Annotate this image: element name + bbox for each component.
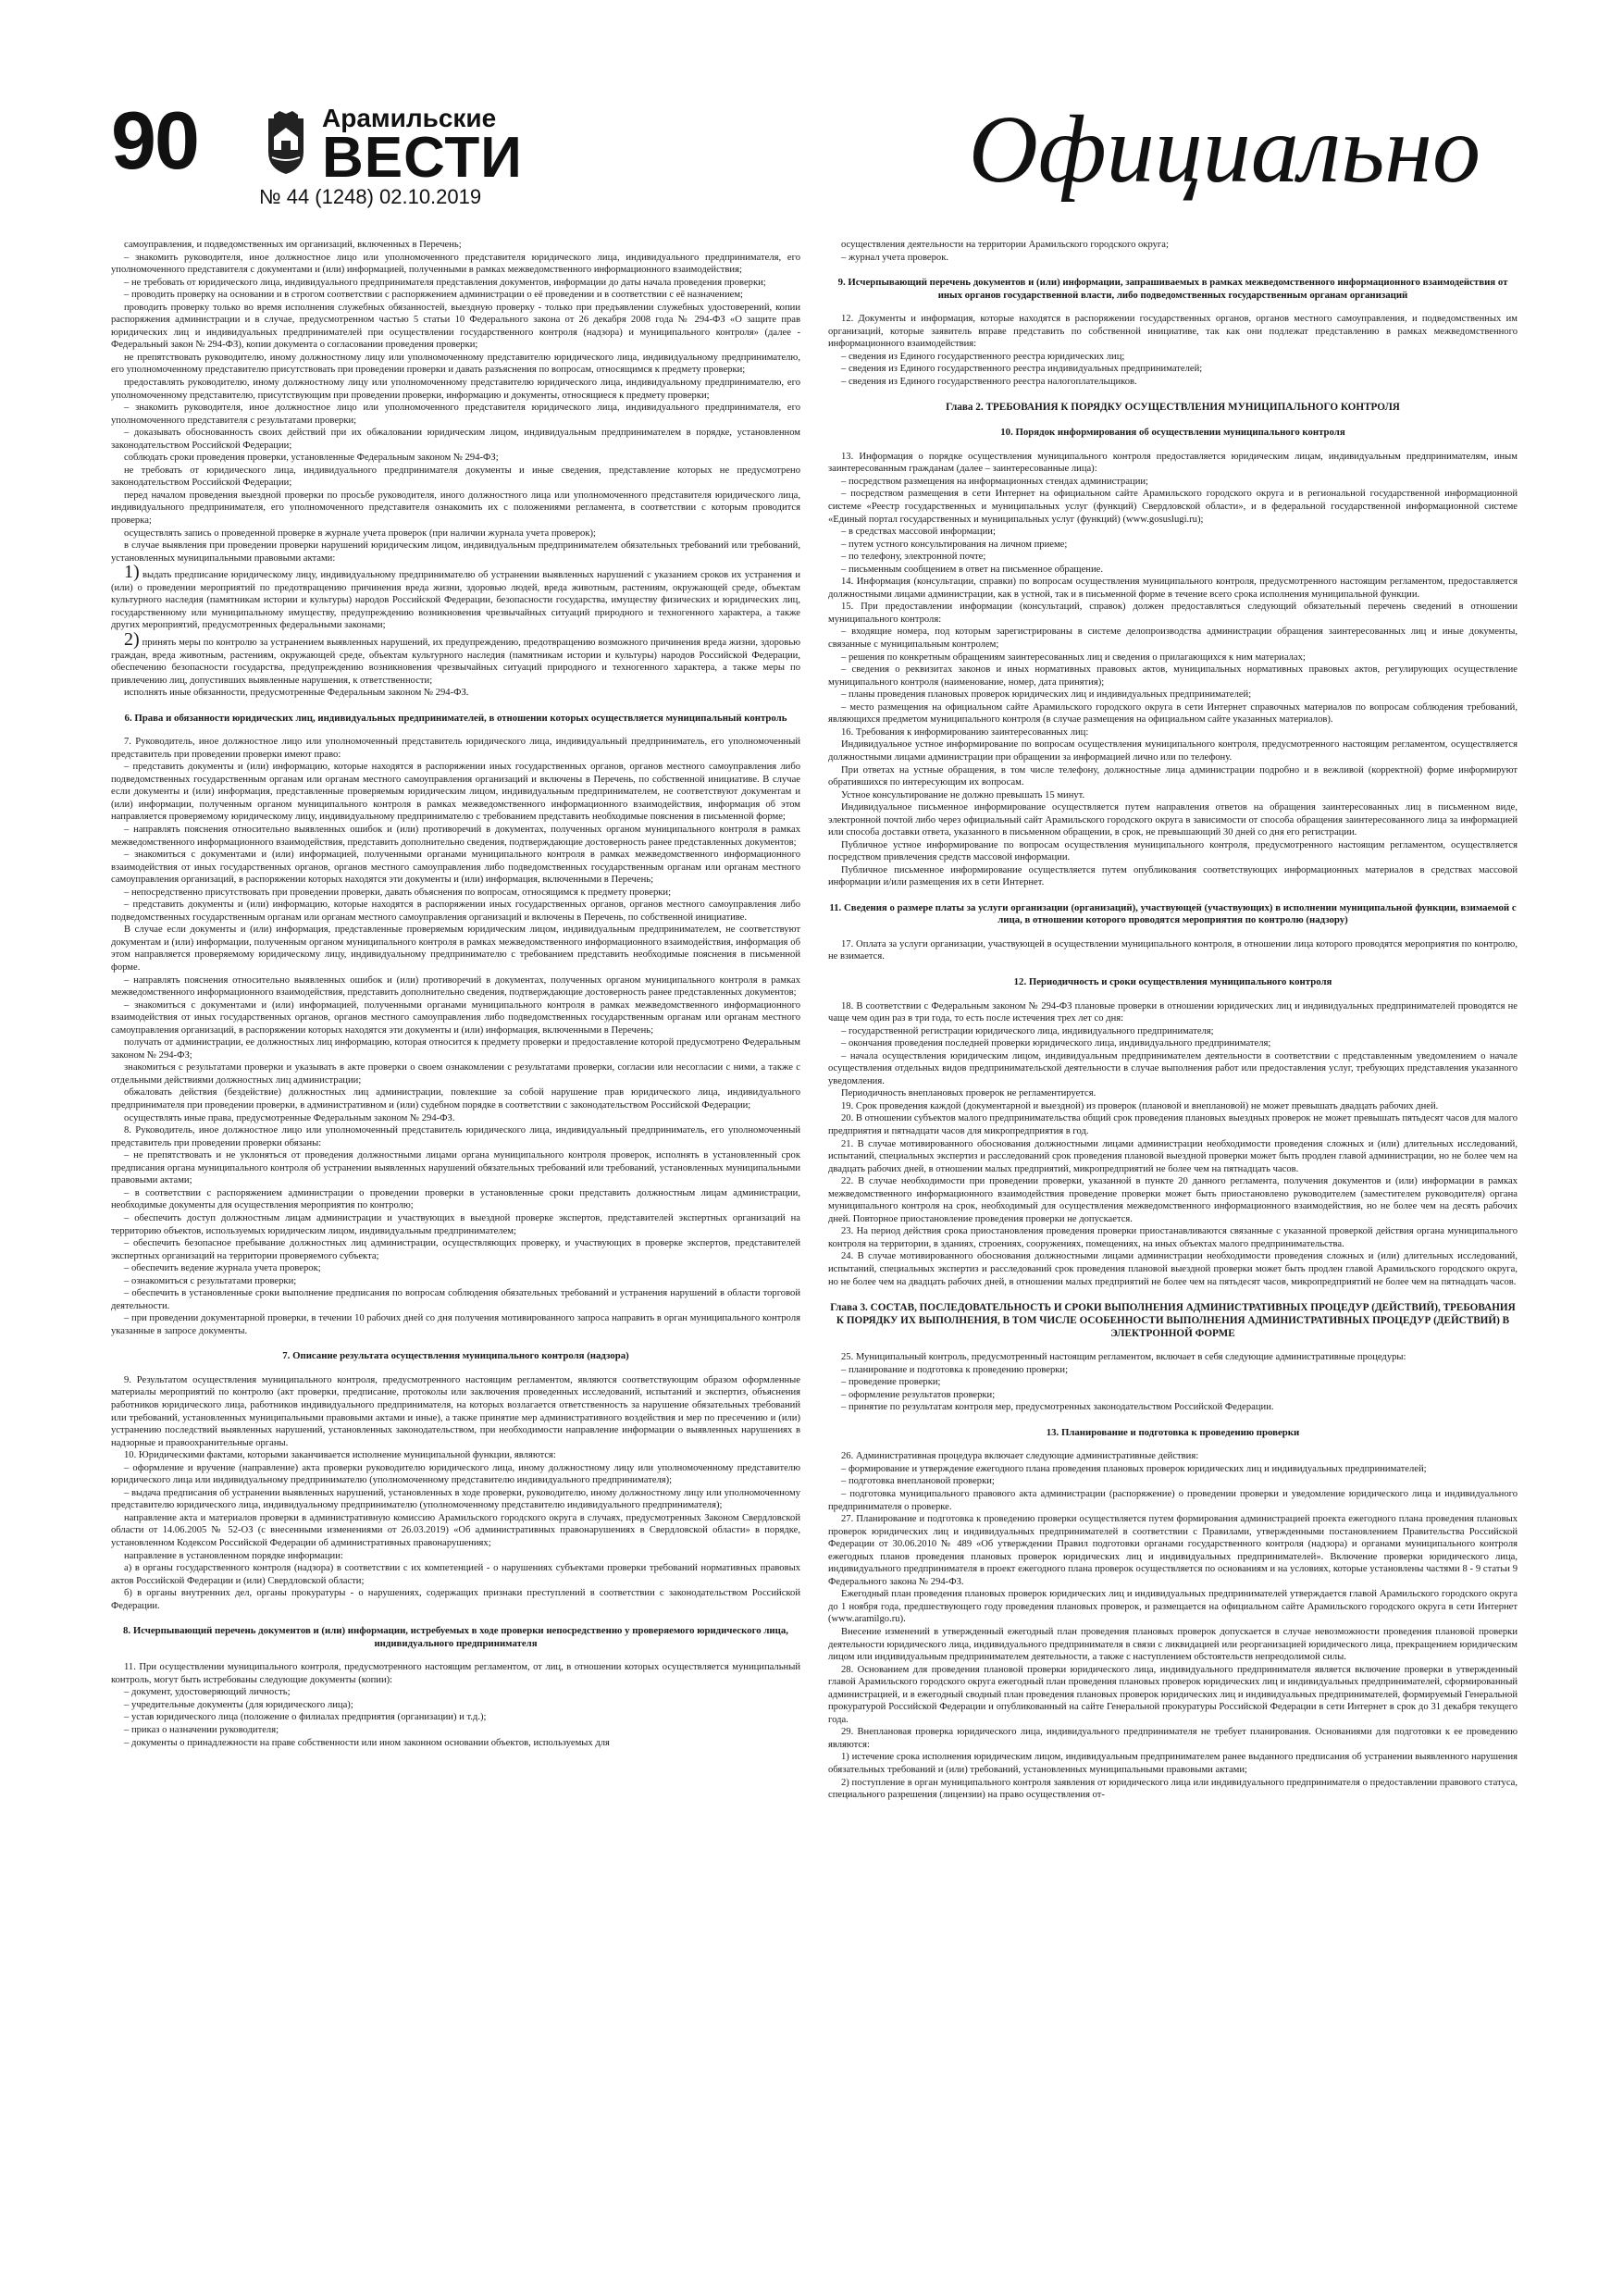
coat-of-arms-icon xyxy=(261,109,311,176)
paragraph: – обеспечить в установленные сроки выполнение предписания по вопросам соблюдения обязательных требований и устранения нарушений в области торговой деятельности. xyxy=(111,1288,800,1311)
paragraph: – непосредственно присутствовать при проведении проверки, давать объяснения по вопросам, относящимся к предмету проверки; xyxy=(124,887,672,898)
paragraph: 19. Срок проведения каждой (документарной и выездной) из проверок (плановой и внеплановой) не может превышать двадцать рабочих дней. xyxy=(841,1100,1439,1111)
paragraph: б) в органы внутренних дел, органы прокуратуры - о нарушениях, содержащих признаки преступлений в соответствии с законодательством Российской Федерации. xyxy=(111,1588,800,1611)
paragraph: соблюдать сроки проведения проверки, установленные Федеральным законом № 294-ФЗ; xyxy=(124,453,499,464)
paragraph: Внесение изменений в утвержденный ежегодный план проведения плановых проверок допускается в случае невозможности проведения плановой проверки деятельности юридического лица, индивидуального предпринимателя в связи с ликвидацией или реорганизацией юридического лица, прекращением юридическим лицом или индивидуальным предпринимателем деятельности, а также с наступлением обстоятельств непреодолимой силы. xyxy=(828,1626,1518,1663)
paragraph: 14. Информация (консультации, справки) по вопросам осуществления муниципального контроля, предусмотренного настоящим регламентом, предоставляется должностными лицами администрации, как в устной, так и в письменной форме в течение всего срока исполнения муниципальной функции. xyxy=(828,577,1518,600)
paragraph: – сведения из Единого государственного реестра индивидуальных предпринимателей; xyxy=(841,364,1203,375)
paragraph: При ответах на устные обращения, в том числе телефону, должностные лица администрации подробно и в вежливой (корректной) форме информируют обратившихся по интересующим их вопросам. xyxy=(828,764,1518,788)
paragraph: – посредством размещения на информационных стендах администрации; xyxy=(841,476,1148,487)
paragraph: – обеспечить ведение журнала учета проверок; xyxy=(124,1263,321,1274)
paragraph: Публичное письменное информирование осуществляется путем опубликования соответствующих информационных материалов в средствах массовой информации и/или размещения их в сети Интернет. xyxy=(828,864,1518,888)
paragraph: 22. В случае необходимости при проведении проверки, указанной в пункте 20 данного регламента, получения документов и (или) информации в рамках межведомственного информационного взаимодействия проведение проверки может быть приостановлено руководителем (заместителем руководителя) органа муниципального контроля на срок, необходимый для осуществления межведомственного информационного взаимодействия, но не более чем на десять рабочих дней. Повторное приостановление проведения проверки не допускается. xyxy=(828,1176,1518,1224)
issue-info: № 44 (1248) 02.10.2019 xyxy=(259,185,482,208)
paragraph: проводить проверку только во время исполнения служебных обязанностей, выездную проверку - только при предъявлении служебных удостоверений, копии распоряжения администрации и в случае, предусмотренном частью 5 статьи 10 Федерального закона от 26 декабря 2008 года № 294-ФЗ «О защите прав юридических лиц и индивидуальных предпринимателей при осуществлении государственного контроля (надзора) и муниципального контроля» (далее - Федеральный закон № 294-ФЗ), копии документа о согласовании проведения проверки; xyxy=(111,302,800,351)
paragraph: – формирование и утверждение ежегодного плана проведения плановых проверок юридических лиц и индивидуальных предпринимателей; xyxy=(841,1463,1427,1474)
paragraph: осуществлять иные права, предусмотренные Федеральным законом № 294-ФЗ. xyxy=(124,1112,455,1123)
paragraph: – в средствах массовой информации; xyxy=(841,527,996,538)
paragraph: 7. Руководитель, иное должностное лицо или уполномоченный представитель юридического лица, индивидуальный предприниматель, его уполномоченный представитель при проведении проверки имеют право: xyxy=(111,737,800,760)
item-number: 2) xyxy=(124,628,140,650)
paragraph: 21. В случае мотивированного обоснования должностными лицами администрации необходимости проведения сложных и (или) длительных исследований, испытаний, специальных экспертиз и расследований срок проведения плановой выездной проверки может быть продлен главой администрации, но не более чем на двадцать рабочих дней, в отношении малых предприятий, микропредприятий не более чем на пятнадцать часов. xyxy=(828,1138,1518,1174)
paragraph: направление акта и материалов проверки в административную комиссию Арамильского городского округа в случаях, предусмотренных Законом Свердловской области от 14.06.2005 № 52-ОЗ (с внесенными изменениями от 26.03.2019) «Об административных правонарушениях в Свердловской области» в порядке, установленном Кодексом Российской Федерации об административных правонарушениях; xyxy=(111,1512,800,1549)
item-number: 1) xyxy=(124,562,140,583)
paragraph: В случае если документы и (или) информация, представленные проверяемым юридическим лицом, индивидуальным предпринимателем, не соответствуют документам и (или) информации, полученным органом муниципального контроля в рамках межведомственного информационного взаимодействия, информация об этом направляется проверяемому юридическому лицу, индивидуальному предпринимателю с требованием представить необходимые пояснения в письменной форме. xyxy=(111,925,800,974)
paragraph: – при проведении документарной проверки, в течении 10 рабочих дней со дня получения мотивированного запроса направить в орган муниципального контроля указанные в запросе документы. xyxy=(111,1313,800,1336)
paragraph: 1) истечение срока исполнения юридическим лицом, индивидуальным предпринимателем ранее выданного предписания об устранении выявленного нарушения обязательных требований и (или) требований, установленных муниципальными правовыми актами; xyxy=(828,1752,1518,1775)
section-heading: 6. Права и обязанности юридических лиц, индивидуальных предпринимателей, в отношении которых осуществляется муниципальный контроль xyxy=(124,712,787,724)
paragraph: – выдача предписания об устранении выявленных нарушений, установленных в ходе проверки, руководителю, иному должностному лицу или уполномоченному представителю юридического лица, индивидуальному предпринимателю (уполномоченному представителю индивидуального предпринимателя); xyxy=(111,1487,800,1511)
paragraph: – не требовать от юридического лица, индивидуального предпринимателя представления документов, информации до даты начала проведения проверки; xyxy=(124,277,766,288)
paragraph: 27. Планирование и подготовка к проведению проверки осуществляется путем формирования администрацией проекта ежегодного плана проведения плановых проверок юридических лиц и индивидуальных предпринимателей в соответствии с Правилами, утвержденными постановлением Правительства Российской Федерации от 30.06.2010 № 489 «Об утверждении Правил подготовки органами государственного контроля (надзора) и органами муниципального контроля ежегодных планов проведения плановых проверок юридических лиц и индивидуальных предпринимателей». Включение проверки юридического лица, индивидуального предпринимателя в проект ежегодного плана проверок осуществляется по основаниям и на условиях, которые установлены частями 8 - 9 статьи 9 Федерального закона № 294-ФЗ. xyxy=(828,1514,1518,1587)
left-column xyxy=(111,239,800,2228)
paragraph: направление в установленном порядке информации: xyxy=(124,1550,343,1561)
section-heading: 10. Порядок информирования об осуществлении муниципального контроля xyxy=(1000,427,1345,439)
paragraph: – приказ о назначении руководителя; xyxy=(124,1725,279,1735)
section-heading: Глава 3. СОСТАВ, ПОСЛЕДОВАТЕЛЬНОСТЬ И СРОКИ ВЫПОЛНЕНИЯ АДМИНИСТРАТИВНЫХ ПРОЦЕДУР (ДЕЙСТВИЙ), ТРЕБОВАНИЯ К ПОРЯДКУ ИХ ВЫПОЛНЕНИЯ, В ТОМ ЧИСЛЕ ОСОБЕННОСТИ ВЫПОЛНЕНИЯ АДМИНИСТРАТИВНЫХ ПРОЦЕДУР (ДЕЙСТВИЙ) В ЭЛЕКТРОННОЙ ФОРМЕ xyxy=(830,1302,1516,1340)
paragraph: 25. Муниципальный контроль, предусмотренный настоящим регламентом, включает в себя следующие административные процедуры: xyxy=(841,1352,1406,1363)
section-heading: 8. Исчерпывающий перечень документов и (или) информации, истребуемых в ходе проверки непосредственно у проверяемого юридического лица, индивидуального предпринимателя xyxy=(123,1625,788,1649)
paragraph: – посредством размещения в сети Интернет на официальном сайте Арамильского городского округа и в региональной государственной информационной системе «Реестр государственных и муниципальных услуг (функций) Свердловской области», и в федеральной государственной информационной системе «Единый портал государственных и муниципальных услуг (функций) (www.gosuslugi.ru); xyxy=(828,489,1518,525)
paragraph: – начала осуществления юридическим лицом, индивидуальным предпринимателем деятельности в соответствии с представленным уведомлением о начале осуществления отдельных видов предпринимательской деятельности в случае выполнения работ или предоставления услуг, требующих представления указанного уведомления. xyxy=(828,1050,1518,1086)
numbered-paragraph xyxy=(111,628,800,687)
paragraph: 13. Информация о порядке осуществления муниципального контроля предоставляется юридическим лицам, индивидуальным предпринимателям, иным заинтересованным гражданам (далее – заинтересованные лица): xyxy=(828,451,1518,475)
paragraph: – документы о принадлежности на праве собственности или ином законном основании объектов, используемых для xyxy=(124,1737,610,1748)
paragraph: обжаловать действия (бездействие) должностных лиц администрации, повлекшие за собой нарушение прав юридического лица, индивидуального предпринимателя при проведении проверки, в административном и (или) судебном порядке в соответствии с законодательством Российской Федерации; xyxy=(111,1087,800,1111)
paragraph: – доказывать обоснованность своих действий при их обжаловании юридическим лицом, индивидуальным предпринимателем в порядке, установленном законодательством Российской Федерации; xyxy=(111,428,800,451)
paragraph: – по телефону, электронной почте; xyxy=(841,552,986,563)
paragraph: – решения по конкретным обращениям заинтересованных лиц и сведения о прилагающихся к ним материалах; xyxy=(841,652,1306,663)
paragraph: – знакомиться с документами и (или) информацией, полученными органами муниципального контроля в рамках межведомственного информационного взаимодействия от иных государственных органов, органов местного самоуправления либо подведомственных государственным органам или органам местного самоуправления организаций, в распоряжении которых находятся эти документы и (или) информация, включенными в Перечень; xyxy=(111,999,800,1036)
paragraph: – оформление результатов проверки; xyxy=(841,1389,996,1400)
article-body xyxy=(111,239,1518,2228)
paragraph: 12. Документы и информация, которые находятся в распоряжении государственных органов, органов местного самоуправления, и подведомственных им организаций, которые заявитель вправе представить по собственной инициативе, так как они подлежат представлению в рамках межведомственного информационного взаимодействия: xyxy=(828,314,1518,350)
paragraph: – знакомить руководителя, иное должностное лицо или уполномоченного представителя юридического лица, индивидуального предпринимателя, его уполномоченного представителя с результатами проверки; xyxy=(111,403,800,426)
paragraph: – знакомиться с документами и (или) информацией, полученными органами муниципального контроля в рамках межведомственного информационного взаимодействия от иных государственных органов, органов местного самоуправления либо подведомственных государственным органам или органам местного самоуправления организаций, в распоряжении которых находятся эти документы и (или) информация, включенными в Перечень; xyxy=(111,850,800,886)
logo-title: ВЕСТИ xyxy=(322,126,523,190)
page-number: 90 xyxy=(111,94,198,186)
paragraph: 20. В отношении субъектов малого предпринимательства общий срок проведения плановых выездных проверок не может превышать пятьдесят часов для малого предприятия и пятнадцати часов для микропредприятия в год. xyxy=(828,1113,1518,1136)
paragraph: Индивидуальное устное информирование по вопросам осуществления муниципального контроля, предусмотренного настоящим регламентом, осуществляется должностными лицами администрации при обращении за информацией лично или по телефону. xyxy=(828,739,1518,763)
paragraph: Публичное устное информирование по вопросам осуществления муниципального контроля, предусмотренного настоящим регламентом, осуществляется посредством привлечения средств массовой информации. xyxy=(828,839,1518,863)
paragraph: Индивидуальное письменное информирование осуществляется путем направления ответов на обращения заинтересованных лиц в письменном виде, электронной почтой либо через официальный сайт Арамильского городского округа в зависимости от способа обращения заинтересованного лица за информацией или способа доставки ответа, указанного в письменном обращении, в срок, не превышающий 30 дней со дня его регистрации. xyxy=(828,802,1518,838)
masthead xyxy=(111,93,1518,213)
paragraph: 9. Результатом осуществления муниципального контроля, предусмотренного настоящим регламентом, являются соответствующим образом оформленные материалы мероприятий по контролю (акт проверки, предписание, протоколы или заключения проведенных исследований, испытаний и экспертиз, объяснения работников юридического лица, работников индивидуального предпринимателя, на которых возлагается ответственность за нарушение обязательных требований или требований, установленных муниципальными правовыми актами и иные), а также принятие мер административного воздействия и мер по пресечению и (или) устранению последствий выявленных нарушений, установленных законодательством, при необходимости направление информации о выявленных нарушениях в надзорные и правоохранительные органы. xyxy=(111,1374,800,1448)
paragraph: 29. Внеплановая проверка юридического лица, индивидуального предпринимателя не требует планирования. Основаниями для подготовки к ее проведению являются: xyxy=(828,1727,1518,1750)
section-heading: 9. Исчерпывающий перечень документов и (или) информации, запрашиваемых в рамках межведомственного информационного взаимодействия от иных органов государственной власти, либо подведомственных государственным органам организаций xyxy=(837,277,1508,301)
paragraph: а) в органы государственного контроля (надзора) в соответствии с их компетенцией - о нарушениях субъектами проверки требований нормативных правовых актов Российской Федерации и (или) Свердловской области; xyxy=(111,1563,800,1586)
paragraph: перед началом проведения выездной проверки по просьбе руководителя, иного должностного лица или уполномоченного представителя юридического лица, индивидуального предпринимателя, его уполномоченного представителя ознакомить их с положениями регламента, в соответствии с которым проводится проверка; xyxy=(111,490,800,527)
paragraph: 8. Руководитель, иное должностное лицо или уполномоченный представитель юридического лица, индивидуальный предприниматель, его уполномоченный представитель при проведении проверки обязаны: xyxy=(111,1125,800,1148)
paragraph: – представить документы и (или) информацию, которые находятся в распоряжении иных государственных органов, органов местного самоуправления либо подведомственных государственным органам или органам местного самоуправления организаций и включены в Перечень, по собственной инициативе. В случае если документы и (или) информация, представленные проверяемым юридическим лицом, индивидуальным предпринимателем, не соответствуют документам и (или) информации, полученным органом муниципального контроля в рамках межведомственного информационного взаимодействия, информация об этом направляется проверяемому юридическому лицу, индивидуальному предпринимателю с требованием представить необходимые пояснения в письменной форме; xyxy=(111,762,800,823)
paragraph: – проводить проверку на основании и в строгом соответствии с распоряжением администрации о её проведении и в соответствии с её назначением; xyxy=(124,290,743,301)
paragraph: 16. Требования к информированию заинтересованных лиц: xyxy=(841,726,1089,738)
section-title: Официально xyxy=(968,96,1481,203)
paragraph: – подготовка муниципального правового акта администрации (распоряжение) о проведении проверки и уведомление юридического лица и индивидуального предпринимателя о проверке. xyxy=(828,1488,1518,1512)
paragraph: – устав юридического лица (положение о филиалах предприятия (организации) и т.д.); xyxy=(124,1712,487,1723)
paragraph: – документ, удостоверяющий личность; xyxy=(124,1687,291,1698)
paragraph: 11. При осуществлении муниципального контроля, предусмотренного настоящим регламентом, от лиц, в отношении которых осуществляется муниципальный контроль, могут быть истребованы следующие документы (копии): xyxy=(111,1662,800,1685)
paragraph: – окончания проведения последней проверки юридического лица, индивидуального предпринимателя; xyxy=(841,1038,1271,1049)
section-heading: 13. Планирование и подготовка к проведению проверки xyxy=(1046,1426,1300,1438)
paragraph: – представить документы и (или) информацию, которые находятся в распоряжении иных государственных органов, органов местного самоуправления либо подведомственных государственным органам или органам местного самоуправления организаций и включены в Перечень, по собственной инициативе. xyxy=(111,900,800,923)
right-column xyxy=(828,239,1518,2228)
paragraph: – сведения из Единого государственного реестра юридических лиц; xyxy=(841,351,1125,362)
paragraph: – направлять пояснения относительно выявленных ошибок и (или) противоречий в документах, полученных органом муниципального контроля в рамках межведомственного информационного взаимодействия, представить дополнительно сведения, подтверждающие достоверность ранее представленных документов; xyxy=(111,974,800,999)
paragraph: – место размещения на официальном сайте Арамильского городского округа в сети Интернет справочных материалов по вопросам соблюдения требований, являющихся предметом муниципального контроля (в случае размещения на официальном сайте указанных материалов). xyxy=(828,701,1518,726)
paragraph: – учредительные документы (для юридического лица); xyxy=(124,1699,353,1710)
paragraph: осуществления деятельности на территории Арамильского городского округа; xyxy=(841,240,1169,250)
paragraph: – обеспечить безопасное пребывание должностных лиц администрации, осуществляющих проверку, и участвующих в проверке экспертов, представителей экспертных организаций на территории проверяемого субъекта; xyxy=(111,1238,800,1261)
paragraph: – в соответствии с распоряжением администрации о проведении проверки в установленные сроки представить должностным лицам администрации, необходимые документы для осуществления мероприятия по контролю; xyxy=(111,1187,800,1211)
paragraph: – подготовка внеплановой проверки; xyxy=(841,1476,995,1487)
paragraph: в случае выявления при проведении проверки нарушений юридическим лицом, индивидуальным предпринимателем обязательных требований или требований, установленных муниципальными правовыми актами: xyxy=(111,540,800,564)
item-text: выдать предписание юридическому лицу, индивидуальному предпринимателю об устранении выявленных нарушений с указанием сроков их устранения и (или) о проведении мероприятий по предотвращению причинения вреда жизни, здоровью людей, вреда животным, растениям, окружающей среде, объектам культурного наследия (памятникам истории и культуры) народов Российской Федерации, безопасности государства, имуществу физических и юридических лиц, государственному или муниципальному имуществу, предупреждению возникновения чрезвычайных ситуаций природного и техногенного характера, а также других мероприятий, предусмотренных федеральными законами; xyxy=(111,570,800,631)
paragraph: получать от администрации, ее должностных лиц информацию, которая относится к предмету проверки и предоставление которой предусмотрено Федеральным законом № 294-ФЗ; xyxy=(111,1037,800,1061)
paragraph: 2) поступление в орган муниципального контроля заявления от юридического лица или индивидуального предпринимателя о предоставлении правового статуса, специального разрешения (лицензии) на право осуществления от- xyxy=(828,1777,1518,1801)
section-heading: 12. Периодичность и сроки осуществления муниципального контроля xyxy=(1013,976,1332,988)
paragraph: осуществлять запись о проведенной проверке в журнале учета проверок (при наличии журнала учета проверок); xyxy=(124,527,596,539)
paragraph: – оформление и вручение (направление) акта проверки руководителю юридического лица, иному должностному лицу или уполномоченному представителю юридического лица или индивидуальному предпринимателю (уполномоченному представителю индивидуального предпринимателя); xyxy=(111,1462,800,1486)
paragraph: исполнять иные обязанности, предусмотренные Федеральным законом № 294-ФЗ. xyxy=(124,688,469,699)
paragraph: самоуправления, и подведомственных им организаций, включенных в Перечень; xyxy=(124,240,462,250)
paragraph: – входящие номера, под которым зарегистрированы в системе делопроизводства администрации обращения заинтересованных лиц и иные документы, связанные с муниципальным контролем; xyxy=(828,627,1518,651)
paragraph: знакомиться с результатами проверки и указывать в акте проверки о своем ознакомлении с результатами проверки, согласии или несогласии с ними, а также с отдельными действиями должностных лиц администрации; xyxy=(111,1062,800,1086)
section-heading: Глава 2. ТРЕБОВАНИЯ К ПОРЯДКУ ОСУЩЕСТВЛЕНИЯ МУНИЦИПАЛЬНОГО КОНТРОЛЯ xyxy=(946,402,1400,414)
paragraph: – знакомить руководителя, иное должностное лицо или уполномоченного представителя юридического лица, индивидуального предпринимателя, его уполномоченного представителя с документами и (или) информацией, полученными в рамках межведомственного информационного взаимодействия; xyxy=(111,252,800,276)
paragraph: – обеспечить доступ должностным лицам администрации и участвующих в выездной проверке экспертов, представителей экспертных организаций на территорию объектов, используемых юридическим лицом, индивидуальным предпринимателем; xyxy=(111,1212,800,1236)
paragraph: – письменным сообщением в ответ на письменное обращение. xyxy=(841,564,1103,575)
paragraph: Устное консультирование не должно превышать 15 минут. xyxy=(841,789,1085,800)
paragraph: 24. В случае мотивированного обоснования должностными лицами администрации необходимости проведения сложных и (или) длительных исследований, испытаний, специальных экспертиз и расследований срок проведения плановой выездной проверки может быть продлен главой Арамильского городского округа, но не более чем на двадцать рабочих дней, в отношении малых предприятий не более чем на пятьдесят часов, микропредприятий не более чем на пятнадцать часов. xyxy=(828,1251,1518,1287)
paragraph: – ознакомиться с результатами проверки; xyxy=(124,1275,297,1286)
paragraph: 26. Административная процедура включает следующие административные действия: xyxy=(841,1451,1199,1462)
paragraph: Ежегодный план проведения плановых проверок юридических лиц и индивидуальных предпринимателей утверждается главой Арамильского городского округа до 1 ноября года, предшествующего году проведения плановых проверок, и размещается на официальном сайте Арамильского городского округа в сети Интернет (www.aramilgo.ru). xyxy=(828,1589,1518,1625)
paragraph: 15. При предоставлении информации (консультаций, справок) должен предоставляться следующий обязательный перечень сведений в отношении муниципального контроля: xyxy=(828,602,1518,625)
item-text: принять меры по контролю за устранением выявленных нарушений, их предупреждению, предотвращению возможного причинения вреда жизни, здоровью граждан, вреда животным, растениям, окружающей среде, объектам культурного наследия (памятникам истории и культуры) народов Российской Федерации, обеспечению безопасности государства, предупреждению возникновения чрезвычайных ситуаций природного и техногенного характера, а также меры по привлечению лиц, допустивших выявленные нарушения, к ответственности; xyxy=(111,637,800,686)
paragraph: 17. Оплата за услуги организации, участвующей в осуществлении муниципального контроля, в отношении лица которого проводятся мероприятия по контролю, не взимается. xyxy=(828,938,1518,962)
section-heading: 11. Сведения о размере платы за услуги организации (организаций), участвующей (участвующих) в исполнении муниципальной функции, взимаемой с лица, в отношении которого проводятся мероприятия по контролю (надзору) xyxy=(829,901,1517,926)
paragraph: 23. На период действия срока приостановления проведения проверки приостанавливаются связанные с указанной проверкой действия органа муниципального контроля на территории, в зданиях, строениях, сооружениях, помещениях, на иных объектах малого предпринимательства. xyxy=(828,1226,1518,1249)
paragraph: не требовать от юридического лица, индивидуального предпринимателя документы и иные сведения, представление которых не предусмотрено законодательством Российской Федерации; xyxy=(111,465,800,489)
paragraph: 28. Основанием для проведения плановой проверки юридического лица, индивидуального предпринимателя является включение проверки в утвержденный главой Арамильского городского округа ежегодный план проведения плановых проверок юридических лиц и индивидуальных предпринимателей, сформированный администрацией, и в ежегодный сводный план проведения плановых проверок юридических лиц и индивидуальных предпринимателей, формируемый Генеральной прокуратурой Российской Федерации и опубликованный на сайте Генеральной прокуратуры Российской Федерации в сети Интернет в срок до 31 декабря текущего года. xyxy=(828,1664,1518,1725)
paragraph: – журнал учета проверок. xyxy=(841,252,948,263)
paragraph: Периодичность внеплановых проверок не регламентируется. xyxy=(841,1088,1096,1099)
section-heading: 7. Описание результата осуществления муниципального контроля (надзора) xyxy=(282,1350,629,1362)
logo-subtitle: Арамильские xyxy=(322,104,497,132)
paragraph: – сведения о реквизитах законов и иных нормативных правовых актов, муниципальных нормативных правовых актов, регулирующих осуществление муниципального контроля (наименование, номер, дата принятия); xyxy=(828,664,1518,688)
paragraph: – проведение проверки; xyxy=(841,1377,941,1388)
paragraph: – сведения из Единого государственного реестра налогоплательщиков. xyxy=(841,376,1137,387)
paragraph: не препятствовать руководителю, иному должностному лицу или уполномоченному представителю юридического лица, индивидуальному предпринимателю, его уполномоченному представителю присутствовать при проведении проверки и давать разъяснения по вопросам, относящимся к предмету проверки; xyxy=(111,352,800,376)
paragraph: – путем устного консультирования на личном приеме; xyxy=(841,539,1068,550)
paragraph: – не препятствовать и не уклоняться от проведения должностными лицами органа муниципального контроля проверок, исполнять в установленный срок предписания органа муниципального контроля об устранении выявленных нарушений обязательных требований или требований, установленных муниципальными правовыми актами; xyxy=(111,1150,800,1186)
paragraph: – планы проведения плановых проверок юридических лиц и индивидуальных предпринимателей; xyxy=(841,689,1252,701)
paragraph: 18. В соответствии с Федеральным законом № 294-ФЗ плановые проверки в отношении юридических лиц и индивидуальных предпринимателей проводятся не чаще чем один раз в три года, то есть после истечения трех лет со дня: xyxy=(828,1000,1518,1024)
paragraph: – государственной регистрации юридического лица, индивидуального предпринимателя; xyxy=(841,1025,1214,1036)
paragraph: предоставлять руководителю, иному должностному лицу или уполномоченному представителю юридического лица, индивидуальному предпринимателю, его уполномоченному представителю, присутствующим при проведении проверки, информацию и документы, относящиеся к предмету проверки; xyxy=(111,378,800,401)
paragraph: – принятие по результатам контроля мер, предусмотренных законодательством Российской Федерации. xyxy=(841,1402,1274,1413)
paragraph: – направлять пояснения относительно выявленных ошибок и (или) противоречий в документах, полученных органом муниципального контроля в рамках межведомственного информационного взаимодействия, представить дополнительно сведения, подтверждающие достоверность ранее представленных документов; xyxy=(111,825,800,848)
numbered-paragraph xyxy=(111,562,800,632)
paragraph: – планирование и подготовка к проведению проверки; xyxy=(841,1364,1069,1375)
paragraph: 10. Юридическими фактами, которыми заканчивается исполнение муниципальной функции, являются: xyxy=(124,1450,556,1461)
